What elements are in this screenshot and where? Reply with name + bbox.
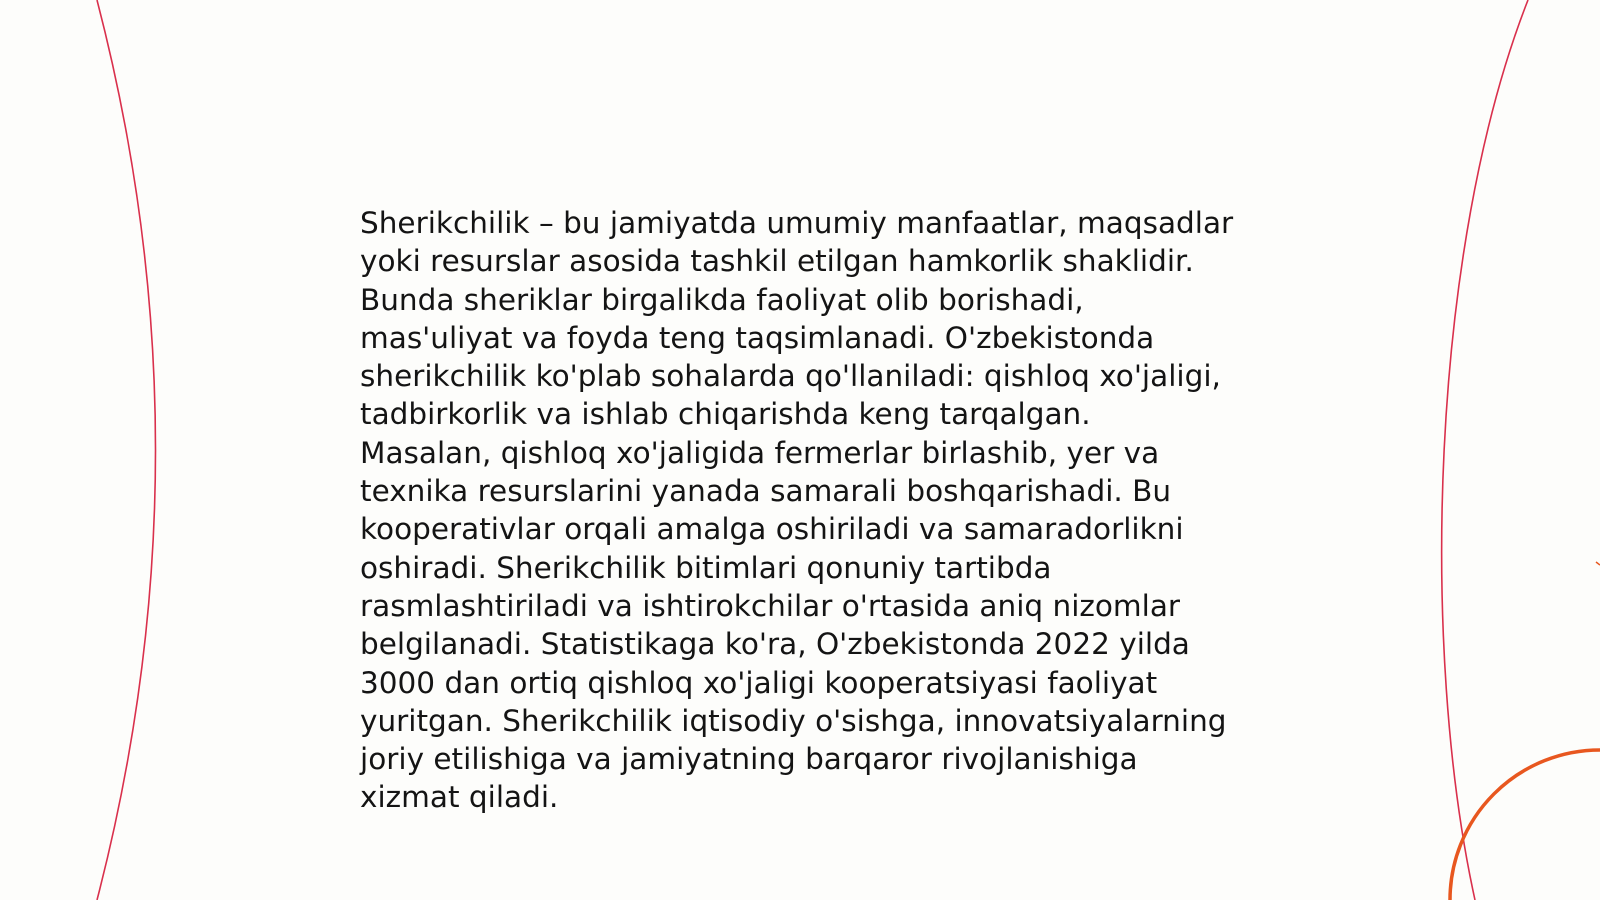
paragraph-line: xizmat qiladi.	[360, 780, 559, 815]
paragraph-line: Sherikchilik – bu jamiyatda umumiy manfaatlar, maqsadlar	[360, 206, 1234, 240]
paragraph-line: yoki resurslar asosida tashkil etilgan hamkorlik shaklidir.	[360, 244, 1194, 279]
paragraph-line: kooperativlar orqali amalga oshiriladi va samaradorlikni	[360, 512, 1184, 547]
right-edge-tick	[1596, 562, 1600, 565]
paragraph-line: Bunda sheriklar birgalikda faoliyat olib borishadi,	[360, 282, 1084, 317]
paragraph-line: sherikchilik ko'plab sohalarda qo'llaniladi: qishloq xo'jaligi,	[360, 359, 1221, 394]
corner-ring-shape	[1450, 750, 1600, 900]
paragraph-line: tadbirkorlik va ishlab chiqarishda keng tarqalgan.	[360, 397, 1091, 432]
paragraph-line: oshiradi. Sherikchilik bitimlari qonuniy tartibda	[360, 550, 1052, 585]
paragraph-line: texnika resurslarini yanada samarali boshqarishadi. Bu	[360, 474, 1172, 509]
paragraph-line: belgilanadi. Statistikaga ko'ra, O'zbekistonda 2022 yilda	[360, 627, 1190, 662]
paragraph-line: rasmlashtiriladi va ishtirokchilar o'rtasida aniq nizomlar	[360, 588, 1181, 623]
body-paragraph	[360, 204, 1260, 817]
paragraph-line: joriy etilishiga va jamiyatning barqaror rivojlanishiga	[360, 742, 1138, 777]
paragraph-line: yuritgan. Sherikchilik iqtisodiy o'sishga, innovatsiyalarning	[360, 703, 1227, 738]
paragraph-line: 3000 dan ortiq qishloq xo'jaligi kooperatsiyasi faoliyat	[360, 665, 1158, 700]
right-arc-line	[1442, 0, 1528, 900]
paragraph-line: Masalan, qishloq xo'jaligida fermerlar birlashib, yer va	[360, 435, 1160, 470]
left-arc-line	[97, 0, 156, 900]
paragraph-line: mas'uliyat va foyda teng taqsimlanadi. O'zbekistonda	[360, 320, 1155, 355]
